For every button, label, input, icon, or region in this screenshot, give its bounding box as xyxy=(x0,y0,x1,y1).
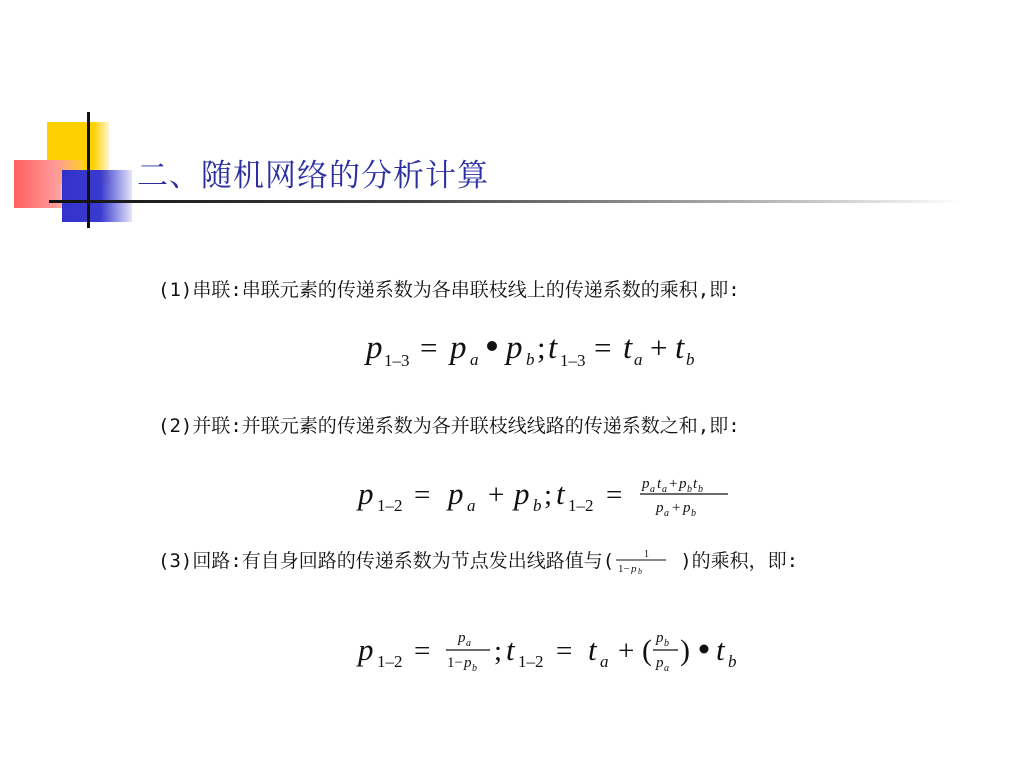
svg-text:1–2: 1–2 xyxy=(377,496,403,515)
svg-text:t: t xyxy=(693,476,698,492)
svg-text:;: ; xyxy=(494,635,503,667)
svg-text:a: a xyxy=(662,484,667,495)
svg-text:b: b xyxy=(664,638,669,649)
loop-description-start: (3)回路:有自身回路的传递系数为节点发出线路值与( xyxy=(158,550,615,572)
svg-text:b: b xyxy=(472,663,477,674)
svg-text:t: t xyxy=(623,330,633,366)
svg-text:1: 1 xyxy=(644,548,650,560)
svg-text:p: p xyxy=(642,476,650,492)
svg-text:=: = xyxy=(606,479,623,511)
svg-text:p: p xyxy=(358,476,374,511)
svg-text:+: + xyxy=(650,330,668,365)
svg-text:1–2: 1–2 xyxy=(568,496,594,515)
svg-text:b: b xyxy=(698,484,703,495)
svg-text:+: + xyxy=(618,635,635,667)
svg-text:1–2: 1–2 xyxy=(518,652,544,671)
svg-text:p: p xyxy=(448,476,464,511)
svg-text:a: a xyxy=(470,350,479,369)
svg-text:1−: 1− xyxy=(618,562,630,574)
svg-text:=: = xyxy=(556,635,573,667)
svg-text:1–3: 1–3 xyxy=(560,351,586,370)
svg-text:a: a xyxy=(467,496,476,515)
svg-text:p: p xyxy=(514,476,530,511)
svg-text:p: p xyxy=(366,330,383,366)
decor-blue-square xyxy=(62,170,132,222)
svg-text:p: p xyxy=(656,655,664,671)
svg-text:p: p xyxy=(656,500,664,516)
svg-text:;: ; xyxy=(537,330,546,365)
svg-text:p: p xyxy=(464,655,472,671)
svg-text:p: p xyxy=(506,330,523,366)
svg-text:1–3: 1–3 xyxy=(384,351,410,370)
svg-text:): ) xyxy=(680,634,690,667)
decor-vertical-line xyxy=(87,112,90,228)
inline-factor-fraction xyxy=(614,548,680,574)
svg-text:a: a xyxy=(600,652,609,671)
loop-description-end: )的乘积，即: xyxy=(680,550,799,572)
svg-text:p: p xyxy=(358,632,374,667)
svg-text:a: a xyxy=(466,638,471,649)
svg-text:t: t xyxy=(657,476,662,492)
svg-text:t: t xyxy=(675,330,685,366)
svg-text:=: = xyxy=(414,635,431,667)
svg-text:=: = xyxy=(414,479,431,511)
svg-text:1−: 1− xyxy=(447,655,463,671)
parallel-formula xyxy=(356,466,736,526)
svg-text:t: t xyxy=(506,632,515,667)
svg-text:b: b xyxy=(686,350,695,369)
svg-text:b: b xyxy=(638,566,643,574)
svg-text:t: t xyxy=(548,330,558,366)
svg-text:b: b xyxy=(687,484,692,495)
svg-text:p: p xyxy=(683,500,691,516)
svg-text:p: p xyxy=(656,630,664,646)
series-description: (1)串联:串联元素的传递系数为各串联枝线上的传递系数的乘积,即: xyxy=(158,279,740,301)
svg-text:a: a xyxy=(664,508,669,519)
series-formula xyxy=(362,322,722,372)
svg-text:b: b xyxy=(691,508,696,519)
svg-text:p: p xyxy=(631,562,637,574)
svg-text:=: = xyxy=(420,330,438,365)
svg-text:+: + xyxy=(672,500,681,516)
svg-text:t: t xyxy=(556,476,565,511)
svg-text:b: b xyxy=(533,496,542,515)
loop-formula xyxy=(356,622,756,682)
svg-text:+: + xyxy=(669,476,678,492)
svg-text:+: + xyxy=(488,479,505,511)
svg-text:p: p xyxy=(450,330,467,366)
svg-text:p: p xyxy=(458,630,466,646)
svg-text:a: a xyxy=(634,350,643,369)
parallel-description: (2)并联:并联元素的传递系数为各并联枝线线路的传递系数之和,即: xyxy=(158,415,740,437)
svg-text:b: b xyxy=(728,652,737,671)
svg-text:t: t xyxy=(716,632,725,667)
svg-text:a: a xyxy=(664,663,669,674)
svg-text:a: a xyxy=(650,484,655,495)
slide-title: 二、随机网络的分析计算 xyxy=(137,158,489,194)
svg-text:b: b xyxy=(526,350,535,369)
title-underline xyxy=(49,200,964,203)
svg-text:1–2: 1–2 xyxy=(377,652,403,671)
svg-text:;: ; xyxy=(544,479,553,511)
svg-text:=: = xyxy=(594,330,612,365)
svg-text:p: p xyxy=(679,476,687,492)
svg-text:(: ( xyxy=(642,634,652,667)
loop-description xyxy=(158,546,798,573)
svg-text:t: t xyxy=(588,632,597,667)
